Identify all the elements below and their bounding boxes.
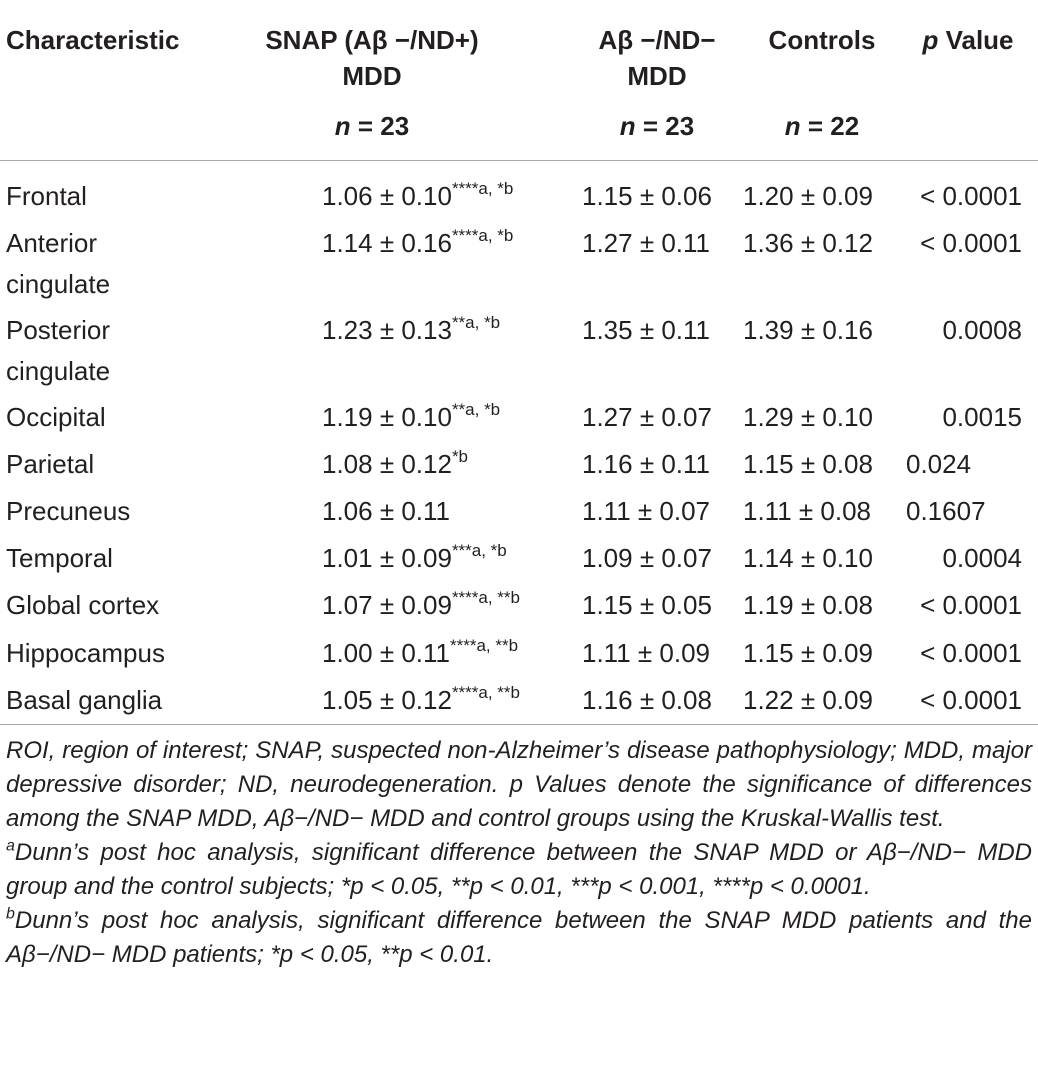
snap-value: $1.23 \pm 0.13^{**a, *b}$ [322, 312, 501, 345]
row-label: Occipital [6, 402, 106, 432]
n-symbol: n [784, 111, 801, 141]
ctrl-value: 1.29 ± 0.10 [743, 402, 873, 432]
footnote-a [6, 836, 1032, 904]
significance-marker: **a, *b [451, 312, 501, 332]
footnote-b-marker: b [6, 905, 15, 923]
snap-value: $1.06 \pm 0.10^{****a, *b}$ [322, 178, 514, 211]
header-ctrl-n [752, 108, 892, 144]
significance-marker: ****a, *b [451, 178, 514, 198]
footnote-a-text: Dunn’s post hoc analysis, significant difference between the SNAP MDD or Aβ−/ND− MDD group and the control subjects; *p < 0.05, **p < 0.01, ***p < 0.001, ****p < 0.0001. [6, 839, 1032, 900]
p-value: < 0.0001 [920, 685, 1022, 715]
snap-value: $1.14 \pm 0.16^{****a, *b}$ [322, 225, 514, 258]
header-characteristic: Characteristic [6, 25, 180, 55]
table-footnotes [6, 734, 1032, 972]
row-label: Frontal [6, 181, 87, 211]
header-neg-line2: MDD [627, 61, 687, 91]
header-neg-n [572, 108, 742, 144]
neg-value: 1.11 ± 0.07 [582, 496, 710, 526]
header-p-value [908, 22, 1028, 58]
significance-marker: **a, *b [451, 399, 501, 419]
row-label: Precuneus [6, 496, 131, 526]
ctrl-value: 1.15 ± 0.09 [743, 638, 873, 668]
p-value: 0.0004 [942, 543, 1022, 573]
p-value: < 0.0001 [920, 181, 1022, 211]
ctrl-value: 1.11 ± 0.08 [743, 496, 871, 526]
footnote-abbreviations: ROI, region of interest; SNAP, suspected non-Alzheimer’s disease pathophysiology; MDD, major depressive disorder; ND, neurodegeneration. p Values denote the significance of differences among the SNAP MDD, Aβ−/ND− MDD and control groups using the Kruskal-Wallis test. [6, 737, 1032, 832]
snap-value: $1.19 \pm 0.10^{**a, *b}$ [322, 399, 501, 432]
snap-value: $1.05 \pm 0.12^{****a, **b}$ [322, 682, 520, 715]
significance-marker: ****a, **b [451, 587, 520, 607]
neg-value: 1.11 ± 0.09 [582, 638, 710, 668]
p-value: < 0.0001 [920, 590, 1022, 620]
significance-marker: *b [451, 446, 469, 466]
neg-value: 1.15 ± 0.06 [582, 181, 712, 211]
footnote-b [6, 904, 1032, 972]
row-label: Global cortex [6, 590, 160, 620]
p-value: 0.1607 [906, 496, 986, 526]
neg-value: 1.35 ± 0.11 [582, 315, 710, 345]
ctrl-value: 1.14 ± 0.10 [743, 543, 873, 573]
neg-n-value: = 23 [635, 111, 695, 141]
ctrl-value: 1.36 ± 0.12 [743, 228, 873, 258]
neg-value: 1.27 ± 0.11 [582, 228, 710, 258]
significance-marker: ***a, *b [451, 540, 507, 560]
snap-n-value: = 23 [350, 111, 410, 141]
row-label: Posterior cingulate [6, 315, 111, 386]
significance-marker: ****a, **b [450, 635, 519, 655]
footer-divider [0, 724, 1038, 725]
header-divider [0, 160, 1038, 161]
p-value: 0.0015 [942, 402, 1022, 432]
row-label: Basal ganglia [6, 685, 163, 715]
row-label: Anterior cingulate [6, 228, 111, 299]
ctrl-n-value: = 22 [800, 111, 860, 141]
header-neg [572, 22, 742, 94]
snap-value: 1.06 ± 0.11 [322, 496, 450, 526]
footnote-b-text: Dunn’s post hoc analysis, significant difference between the SNAP MDD patients and the Aβ−/ND− MDD patients; *p < 0.05, **p < 0.01. [6, 907, 1032, 968]
header-p-italic: p [922, 25, 939, 55]
ctrl-value: 1.20 ± 0.09 [743, 181, 873, 211]
ctrl-value: 1.15 ± 0.08 [743, 449, 873, 479]
p-value: 0.0008 [942, 315, 1022, 345]
neg-value: 1.09 ± 0.07 [582, 543, 712, 573]
header-controls: Controls [768, 25, 876, 55]
snap-value: $1.07 \pm 0.09^{****a, **b}$ [322, 587, 520, 620]
ctrl-value: 1.39 ± 0.16 [743, 315, 873, 345]
row-label: Parietal [6, 449, 95, 479]
header-snap-n [232, 108, 512, 144]
p-value: < 0.0001 [920, 638, 1022, 668]
header-p-rest: Value [938, 25, 1014, 55]
snap-value: $1.01 \pm 0.09^{***a, *b}$ [322, 540, 507, 573]
header-snap [232, 22, 512, 94]
header-snap-line2: MDD [342, 61, 402, 91]
header-neg-line1: Aβ −/ND− [598, 25, 716, 55]
row-label: Temporal [6, 543, 113, 573]
row-label: Hippocampus [6, 638, 165, 668]
footnote-a-marker: a [6, 837, 15, 855]
n-symbol: n [619, 111, 636, 141]
p-value: 0.024 [906, 449, 972, 479]
snap-value: $1.08 \pm 0.12^{*b}$ [322, 446, 469, 479]
neg-value: 1.15 ± 0.05 [582, 590, 712, 620]
ctrl-value: 1.19 ± 0.08 [743, 590, 873, 620]
significance-marker: ****a, **b [451, 682, 520, 702]
neg-value: 1.27 ± 0.07 [582, 402, 712, 432]
n-symbol: n [334, 111, 351, 141]
significance-marker: ****a, *b [451, 225, 514, 245]
p-value: < 0.0001 [920, 228, 1022, 258]
ctrl-value: 1.22 ± 0.09 [743, 685, 873, 715]
neg-value: 1.16 ± 0.08 [582, 685, 712, 715]
neg-value: 1.16 ± 0.11 [582, 449, 710, 479]
snap-value: $1.00 \pm 0.11^{****a, **b}$ [322, 635, 519, 668]
header-snap-line1: SNAP (Aβ −/ND+) [265, 25, 479, 55]
